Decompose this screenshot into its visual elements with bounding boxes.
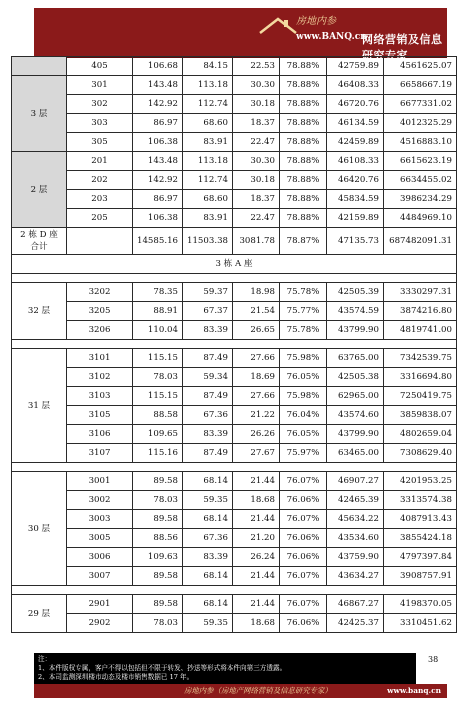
- value-cell: 112.74: [183, 171, 233, 190]
- subtotal-value-cell: 78.87%: [280, 228, 327, 255]
- value-cell: 67.36: [183, 406, 233, 425]
- table-row: [12, 321, 457, 340]
- value-cell: 76.05%: [280, 368, 327, 387]
- value-cell: 18.68: [233, 491, 280, 510]
- value-cell: 76.07%: [280, 472, 327, 491]
- table-row: [12, 529, 457, 548]
- value-cell: 42505.38: [327, 368, 384, 387]
- unit-number-cell: 3202: [67, 283, 133, 302]
- value-cell: 78.03: [133, 491, 183, 510]
- value-cell: 75.78%: [280, 321, 327, 340]
- value-cell: 63465.00: [327, 444, 384, 463]
- header-banner: [34, 8, 447, 62]
- value-cell: 43574.60: [327, 406, 384, 425]
- value-cell: 88.91: [133, 302, 183, 321]
- value-cell: 78.88%: [280, 209, 327, 228]
- notes-line-1: 1、本件版权专属，客户不得以包括但不限于转发、抄送等形式将本件向第三方透露。: [38, 664, 287, 672]
- value-cell: 45634.22: [327, 510, 384, 529]
- value-cell: 7250419.75: [384, 387, 457, 406]
- unit-number-cell: 2901: [67, 595, 133, 614]
- unit-number-cell: 201: [67, 152, 133, 171]
- value-cell: 88.58: [133, 406, 183, 425]
- table-row: [12, 76, 457, 95]
- value-cell: 3874216.80: [384, 302, 457, 321]
- value-cell: 46720.76: [327, 95, 384, 114]
- value-cell: 68.60: [183, 114, 233, 133]
- value-cell: 76.06%: [280, 614, 327, 633]
- value-cell: 78.88%: [280, 114, 327, 133]
- value-cell: 42465.39: [327, 491, 384, 510]
- unit-number-cell: 203: [67, 190, 133, 209]
- value-cell: 142.92: [133, 95, 183, 114]
- value-cell: 106.68: [133, 57, 183, 76]
- unit-number-cell: 3001: [67, 472, 133, 491]
- subtotal-row: [12, 228, 457, 255]
- unit-number-cell: 3006: [67, 548, 133, 567]
- value-cell: 59.35: [183, 614, 233, 633]
- floor-label-cell: 3 层: [12, 76, 67, 152]
- value-cell: 67.37: [183, 302, 233, 321]
- value-cell: 62965.00: [327, 387, 384, 406]
- value-cell: 142.92: [133, 171, 183, 190]
- unit-number-cell: 2902: [67, 614, 133, 633]
- value-cell: 83.91: [183, 209, 233, 228]
- unit-number-cell: 3103: [67, 387, 133, 406]
- table-row: [12, 95, 457, 114]
- value-cell: 89.58: [133, 595, 183, 614]
- table-row: [12, 425, 457, 444]
- value-cell: 30.30: [233, 152, 280, 171]
- value-cell: 115.16: [133, 444, 183, 463]
- value-cell: 112.74: [183, 95, 233, 114]
- floor-label-cell: 29 层: [12, 595, 67, 633]
- value-cell: 22.47: [233, 209, 280, 228]
- table-row: [12, 349, 457, 368]
- subtotal-value-cell: 687482091.31: [384, 228, 457, 255]
- value-cell: 59.34: [183, 368, 233, 387]
- subtotal-value-cell: 11503.38: [183, 228, 233, 255]
- unit-number-cell: 3005: [67, 529, 133, 548]
- unit-number-cell: 303: [67, 114, 133, 133]
- table-row: [12, 302, 457, 321]
- table-row: [12, 510, 457, 529]
- table-row: [12, 548, 457, 567]
- section-row: [12, 255, 457, 274]
- spacer-cell: [12, 340, 457, 349]
- value-cell: 59.35: [183, 491, 233, 510]
- spacer-row: [12, 463, 457, 472]
- value-cell: 45834.59: [327, 190, 384, 209]
- value-cell: 6634455.02: [384, 171, 457, 190]
- unit-number-cell: 3205: [67, 302, 133, 321]
- value-cell: 4819741.00: [384, 321, 457, 340]
- value-cell: 86.97: [133, 190, 183, 209]
- value-cell: 42425.37: [327, 614, 384, 633]
- table-row: [12, 190, 457, 209]
- value-cell: 76.07%: [280, 510, 327, 529]
- value-cell: 78.03: [133, 368, 183, 387]
- brand-name: 房地内参: [296, 16, 336, 27]
- brand-site: www.BANQ.cn: [296, 32, 367, 42]
- value-cell: 7342539.75: [384, 349, 457, 368]
- value-cell: 78.88%: [280, 152, 327, 171]
- spacer-cell: [12, 274, 457, 283]
- subtotal-value-cell: [67, 228, 133, 255]
- value-cell: 4198370.05: [384, 595, 457, 614]
- spacer-row: [12, 340, 457, 349]
- unit-number-cell: 3105: [67, 406, 133, 425]
- value-cell: 84.15: [183, 57, 233, 76]
- subtotal-value-cell: 3081.78: [233, 228, 280, 255]
- value-cell: 76.07%: [280, 595, 327, 614]
- value-cell: 68.14: [183, 567, 233, 586]
- table-row: [12, 171, 457, 190]
- spacer-cell: [12, 463, 457, 472]
- value-cell: 68.60: [183, 190, 233, 209]
- value-cell: 3316694.80: [384, 368, 457, 387]
- unit-number-cell: 202: [67, 171, 133, 190]
- value-cell: 106.38: [133, 209, 183, 228]
- value-cell: 4012325.29: [384, 114, 457, 133]
- value-cell: 78.88%: [280, 57, 327, 76]
- value-cell: 89.58: [133, 510, 183, 529]
- value-cell: 3908757.91: [384, 567, 457, 586]
- value-cell: 26.65: [233, 321, 280, 340]
- value-cell: 43759.90: [327, 548, 384, 567]
- value-cell: 87.49: [183, 349, 233, 368]
- value-cell: 113.18: [183, 152, 233, 171]
- value-cell: 83.39: [183, 425, 233, 444]
- value-cell: 27.66: [233, 387, 280, 406]
- value-cell: 76.05%: [280, 425, 327, 444]
- floor-label-cell: 2 层: [12, 152, 67, 228]
- value-cell: 3859838.07: [384, 406, 457, 425]
- sales-table: [11, 56, 457, 633]
- subtotal-label-line1: 2 栋 D 座: [20, 230, 58, 240]
- value-cell: 43574.59: [327, 302, 384, 321]
- value-cell: 18.37: [233, 114, 280, 133]
- value-cell: 42505.39: [327, 283, 384, 302]
- value-cell: 143.48: [133, 76, 183, 95]
- value-cell: 68.14: [183, 510, 233, 529]
- subtotal-label-line2: 合计: [30, 242, 48, 252]
- value-cell: 46907.27: [327, 472, 384, 491]
- value-cell: 27.67: [233, 444, 280, 463]
- value-cell: 4797397.84: [384, 548, 457, 567]
- value-cell: 46408.33: [327, 76, 384, 95]
- table-row: [12, 387, 457, 406]
- value-cell: 26.26: [233, 425, 280, 444]
- value-cell: 18.68: [233, 614, 280, 633]
- unit-number-cell: 3206: [67, 321, 133, 340]
- value-cell: 6615623.19: [384, 152, 457, 171]
- value-cell: 75.98%: [280, 387, 327, 406]
- table-row: [12, 472, 457, 491]
- value-cell: 67.36: [183, 529, 233, 548]
- value-cell: 30.18: [233, 171, 280, 190]
- value-cell: 106.38: [133, 133, 183, 152]
- value-cell: 76.06%: [280, 491, 327, 510]
- table-row: [12, 614, 457, 633]
- value-cell: 42459.89: [327, 133, 384, 152]
- value-cell: 4802659.04: [384, 425, 457, 444]
- value-cell: 86.97: [133, 114, 183, 133]
- value-cell: 3986234.29: [384, 190, 457, 209]
- value-cell: 143.48: [133, 152, 183, 171]
- value-cell: 30.30: [233, 76, 280, 95]
- value-cell: 78.88%: [280, 76, 327, 95]
- footer-site: www.banq.cn: [387, 686, 441, 695]
- house-logo-icon: [258, 15, 298, 45]
- value-cell: 78.35: [133, 283, 183, 302]
- subtotal-value-cell: 14585.16: [133, 228, 183, 255]
- value-cell: 4516883.10: [384, 133, 457, 152]
- value-cell: 43799.90: [327, 321, 384, 340]
- value-cell: 83.39: [183, 548, 233, 567]
- value-cell: 27.66: [233, 349, 280, 368]
- value-cell: 115.15: [133, 387, 183, 406]
- unit-number-cell: 3002: [67, 491, 133, 510]
- value-cell: 63765.00: [327, 349, 384, 368]
- brand-slogan: 网络营销及信息研究专家: [362, 33, 443, 62]
- value-cell: 109.63: [133, 548, 183, 567]
- value-cell: 43799.90: [327, 425, 384, 444]
- value-cell: 88.56: [133, 529, 183, 548]
- floor-label-cell: [12, 57, 67, 76]
- value-cell: 76.06%: [280, 529, 327, 548]
- unit-number-cell: 305: [67, 133, 133, 152]
- value-cell: 21.22: [233, 406, 280, 425]
- value-cell: 21.44: [233, 595, 280, 614]
- value-cell: 46134.59: [327, 114, 384, 133]
- value-cell: 78.88%: [280, 190, 327, 209]
- value-cell: 21.44: [233, 472, 280, 491]
- spacer-row: [12, 274, 457, 283]
- spacer-cell: [12, 586, 457, 595]
- value-cell: 46420.76: [327, 171, 384, 190]
- value-cell: 75.98%: [280, 349, 327, 368]
- table-row: [12, 406, 457, 425]
- table-row: [12, 595, 457, 614]
- value-cell: 3310451.62: [384, 614, 457, 633]
- floor-label-cell: 31 层: [12, 349, 67, 463]
- value-cell: 89.58: [133, 567, 183, 586]
- unit-number-cell: 205: [67, 209, 133, 228]
- unit-number-cell: 3007: [67, 567, 133, 586]
- value-cell: 4561625.07: [384, 57, 457, 76]
- value-cell: 78.03: [133, 614, 183, 633]
- unit-number-cell: 301: [67, 76, 133, 95]
- subtotal-value-cell: 47135.73: [327, 228, 384, 255]
- value-cell: 22.47: [233, 133, 280, 152]
- value-cell: 30.18: [233, 95, 280, 114]
- footer-brand: 房地内参（房地产网络营销及信息研究专家）: [184, 686, 332, 695]
- value-cell: 75.78%: [280, 283, 327, 302]
- value-cell: 75.97%: [280, 444, 327, 463]
- spacer-row: [12, 586, 457, 595]
- unit-number-cell: 302: [67, 95, 133, 114]
- value-cell: 18.69: [233, 368, 280, 387]
- footer-bar: [34, 684, 447, 698]
- value-cell: 7308629.40: [384, 444, 457, 463]
- value-cell: 18.98: [233, 283, 280, 302]
- notes-title: 注：: [38, 655, 52, 663]
- table-row: [12, 209, 457, 228]
- value-cell: 59.37: [183, 283, 233, 302]
- value-cell: 43534.60: [327, 529, 384, 548]
- value-cell: 78.88%: [280, 95, 327, 114]
- value-cell: 113.18: [183, 76, 233, 95]
- table-row: [12, 114, 457, 133]
- value-cell: 21.20: [233, 529, 280, 548]
- value-cell: 18.37: [233, 190, 280, 209]
- table-row: [12, 368, 457, 387]
- value-cell: 89.58: [133, 472, 183, 491]
- table-row: [12, 567, 457, 586]
- value-cell: 4484969.10: [384, 209, 457, 228]
- value-cell: 21.44: [233, 567, 280, 586]
- value-cell: 21.44: [233, 510, 280, 529]
- value-cell: 42159.89: [327, 209, 384, 228]
- table-row: [12, 57, 457, 76]
- value-cell: 6677331.02: [384, 95, 457, 114]
- value-cell: 21.54: [233, 302, 280, 321]
- unit-number-cell: 3106: [67, 425, 133, 444]
- notes-line-2: 2、本司监测深圳楼市动态及楼市销售数据已 17 年。: [38, 673, 194, 681]
- value-cell: 83.39: [183, 321, 233, 340]
- table-row: [12, 491, 457, 510]
- value-cell: 109.65: [133, 425, 183, 444]
- table-row: [12, 152, 457, 171]
- value-cell: 87.49: [183, 444, 233, 463]
- value-cell: 83.91: [183, 133, 233, 152]
- table-row: [12, 133, 457, 152]
- value-cell: 68.14: [183, 595, 233, 614]
- value-cell: 110.04: [133, 321, 183, 340]
- value-cell: 22.53: [233, 57, 280, 76]
- table-row: [12, 283, 457, 302]
- floor-label-cell: 30 层: [12, 472, 67, 586]
- value-cell: 75.77%: [280, 302, 327, 321]
- value-cell: 46867.27: [327, 595, 384, 614]
- value-cell: 4087913.43: [384, 510, 457, 529]
- unit-number-cell: 3107: [67, 444, 133, 463]
- value-cell: 43634.27: [327, 567, 384, 586]
- value-cell: 78.88%: [280, 133, 327, 152]
- value-cell: 76.06%: [280, 548, 327, 567]
- value-cell: 46108.33: [327, 152, 384, 171]
- unit-number-cell: 405: [67, 57, 133, 76]
- value-cell: 3313574.38: [384, 491, 457, 510]
- value-cell: 76.04%: [280, 406, 327, 425]
- value-cell: 78.88%: [280, 171, 327, 190]
- page-number: 38: [428, 655, 439, 664]
- value-cell: 76.07%: [280, 567, 327, 586]
- subtotal-label-cell: [12, 228, 67, 255]
- value-cell: 6658667.19: [384, 76, 457, 95]
- value-cell: 87.49: [183, 387, 233, 406]
- unit-number-cell: 3101: [67, 349, 133, 368]
- value-cell: 26.24: [233, 548, 280, 567]
- unit-number-cell: 3102: [67, 368, 133, 387]
- unit-number-cell: 3003: [67, 510, 133, 529]
- value-cell: 68.14: [183, 472, 233, 491]
- value-cell: 4201953.25: [384, 472, 457, 491]
- floor-label-cell: 32 层: [12, 283, 67, 340]
- section-title: 3 栋 A 座: [12, 255, 457, 274]
- table-row: [12, 444, 457, 463]
- value-cell: 3855424.18: [384, 529, 457, 548]
- value-cell: 42759.89: [327, 57, 384, 76]
- value-cell: 115.15: [133, 349, 183, 368]
- value-cell: 3330297.31: [384, 283, 457, 302]
